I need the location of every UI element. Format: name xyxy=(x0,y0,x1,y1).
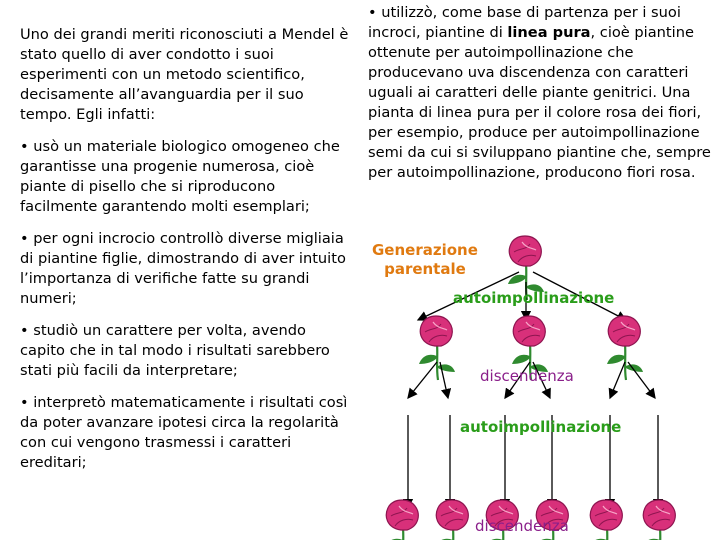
label-parental-generation xyxy=(372,241,478,279)
grandchild-flower-2 xyxy=(435,500,471,540)
label-self-pollination-2: autoimpollinazione xyxy=(460,418,622,436)
bullet-material: • usò un materiale biologico omogeneo che garantisse una progenie numerosa, cioè piante di pisello che si riproducono facilmente garantendo molti esemplari; xyxy=(20,138,340,215)
label-parental-line2: parentale xyxy=(384,260,466,278)
bullet-one-trait: • studiò un carattere per volta, avendo capito che in tal modo i risultati sarebbero stati più facili da interpretare; xyxy=(20,322,330,379)
offspring-flower-1 xyxy=(419,316,455,380)
intro-paragraph: Uno dei grandi meriti riconosciuti a Mendel è stato quello di aver condotto i suoi esperimenti con un metodo scientifico, decisamente all’avanguardia per il suo tempo. Egli infatti: xyxy=(20,26,349,123)
bullet-math: • interpretò matematicamente i risultati così da poter avanzare ipotesi circa la regolarità con cui vengono trasmessi i caratteri ereditari; xyxy=(20,394,348,471)
pure-line-term: linea pura xyxy=(507,24,591,41)
grandchild-flower-5 xyxy=(589,500,625,540)
label-offspring-2: discendenza xyxy=(475,517,569,535)
label-self-pollination-1: autoimpollinazione xyxy=(453,289,615,307)
grandchild-flower-1 xyxy=(385,500,421,540)
grandchild-flower-6 xyxy=(642,500,678,540)
bullet-controls: • per ogni incrocio controllò diverse migliaia di piantine figlie, dimostrando di aver intuito l’importanza di verifiche fatte su grandi numeri; xyxy=(20,230,346,307)
offspring-flower-3 xyxy=(607,316,643,380)
pure-line-text-end: , cioè piantine ottenute per autoimpollinazione che producevano uva discendenza con caratteri uguali ai caratteri delle piante genitrici. Una pianta di linea pura per il colore rosa dei fiori, per esempio, produce per autoimpollinazione semi da cui si sviluppano piantine che, sempre per autoimpollinazione, producono fiori rosa. xyxy=(368,24,711,181)
label-parental-line1: Generazione xyxy=(372,241,478,259)
label-offspring-1: discendenza xyxy=(480,367,574,385)
arrow-gen1-1 xyxy=(408,362,437,398)
arrow-gen1-6 xyxy=(628,362,655,398)
arrow-gen1-5 xyxy=(610,362,625,398)
pure-line-text-start: • utilizzò, come base di partenza per i suoi incroci, piantine di xyxy=(368,4,681,41)
